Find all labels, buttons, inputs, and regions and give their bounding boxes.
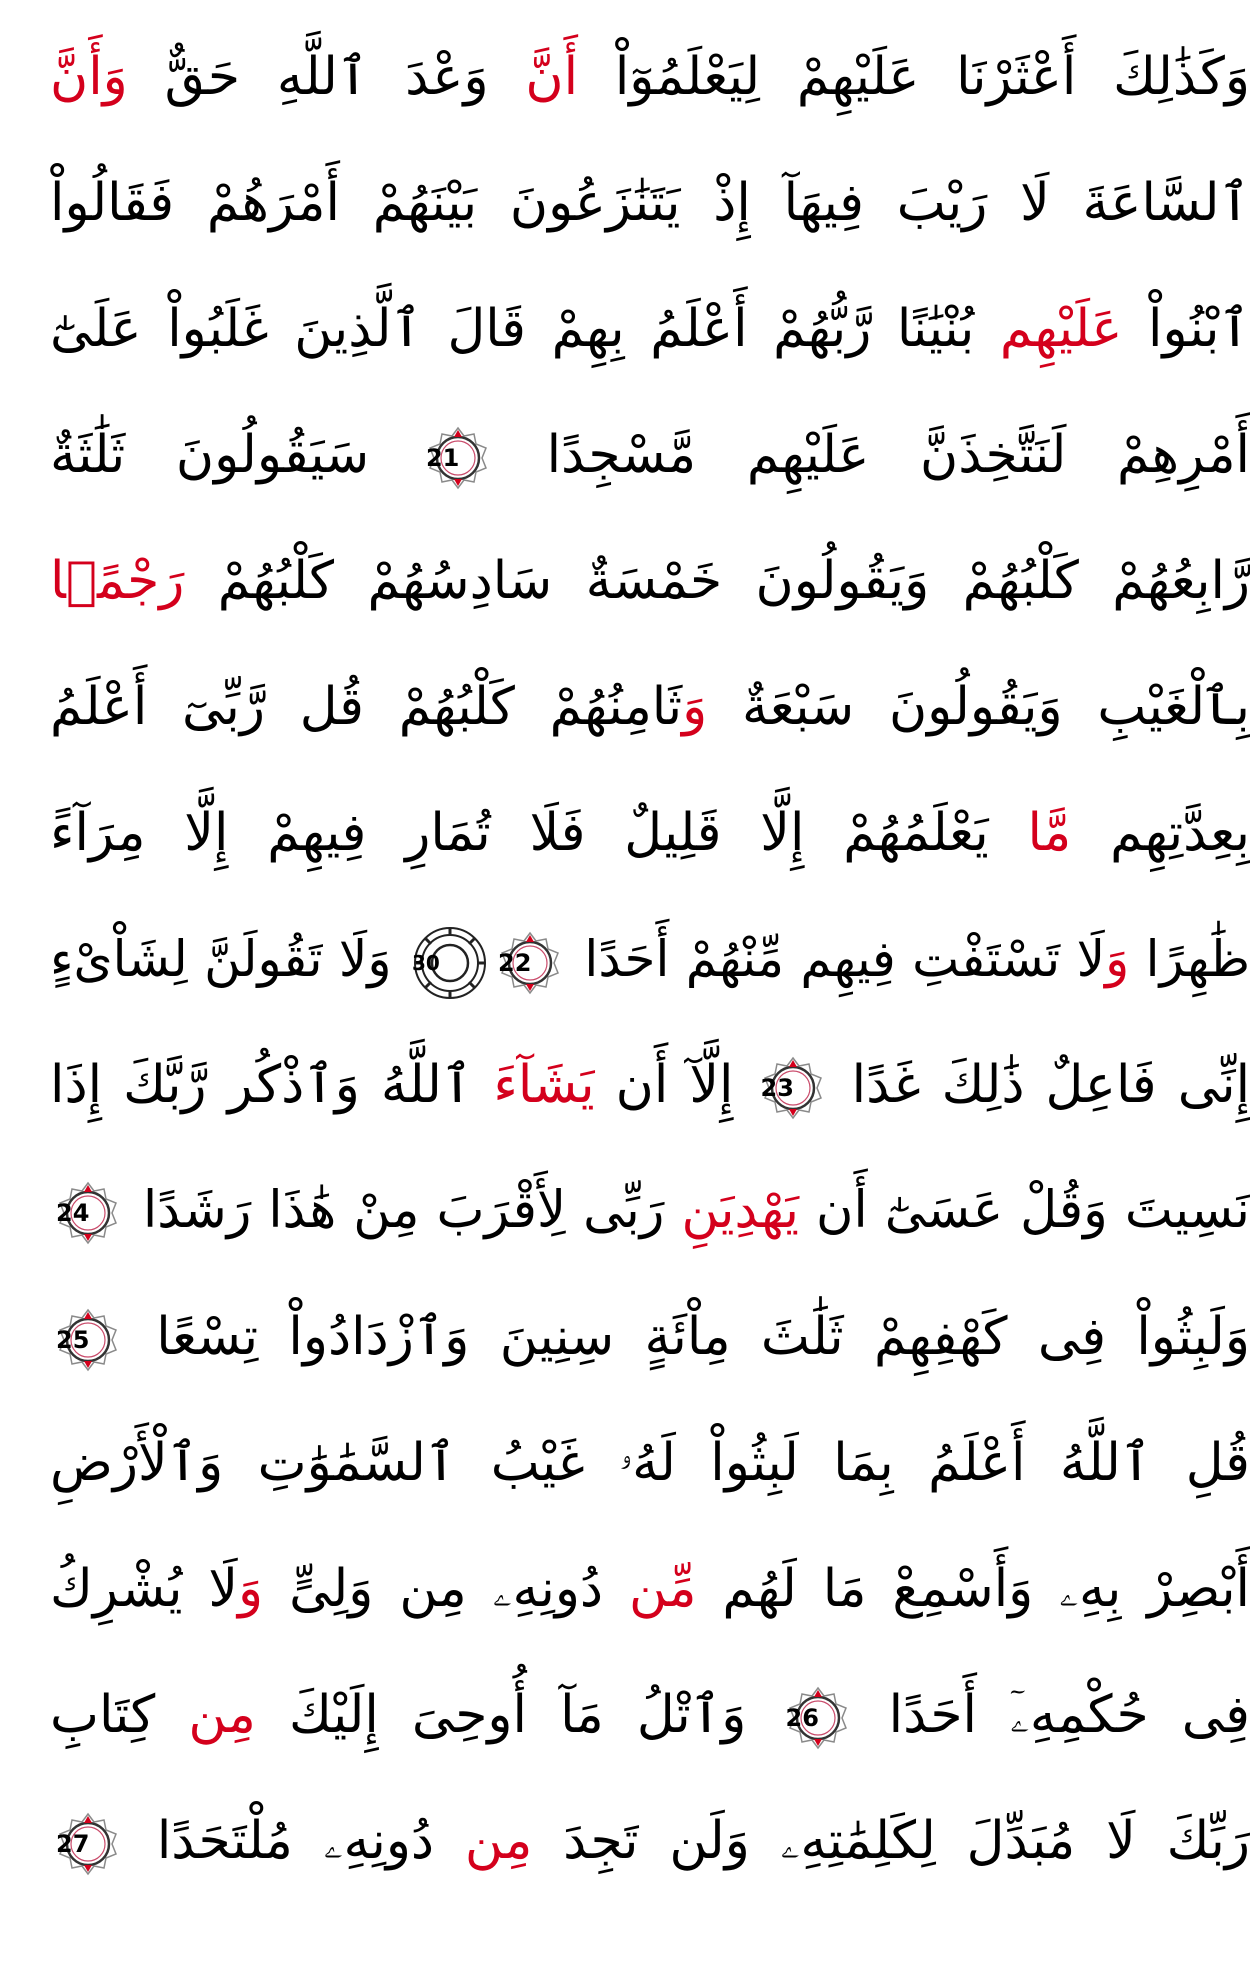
verse-text: أَبْصِرْ بِهِۦ وَأَسْمِعْ مَا لَهُم — [696, 1559, 1250, 1619]
verse-text: أَمْرِهِمْ لَنَتَّخِذَنَّ عَلَيْهِم مَّسْجِدًا — [495, 425, 1250, 485]
verse-line — [50, 898, 1250, 1020]
tajweed-highlighted-word: مِن — [188, 1685, 256, 1745]
verse-text: وَلَا تَقُولَنَّ لِشَاْىْءٍ — [50, 930, 408, 988]
ayah-end-marker-icon — [498, 931, 562, 995]
tajweed-highlighted-word: وَ — [682, 677, 708, 737]
tajweed-highlighted-word: مِّن — [629, 1559, 697, 1619]
tajweed-highlighted-word: يَهْدِيَنِ — [681, 1181, 799, 1240]
tajweed-highlighted-word: مِن — [464, 1811, 533, 1871]
verse-text: نَسِيتَ وَقُلْ عَسَىٰٓ أَن — [798, 1181, 1250, 1240]
verse-line — [50, 646, 1250, 768]
ayah-number: 26 — [785, 1704, 819, 1732]
ayah-number: 25 — [56, 1326, 90, 1354]
ayah-number: 22 — [498, 948, 532, 977]
verse-line — [50, 1150, 1250, 1272]
tajweed-highlighted-word: عَلَيْهِم — [999, 299, 1123, 359]
verse-text: بُنْيَٰنًا رَّبُّهُمْ أَعْلَمُ بِهِمْ قَالَ ٱلَّذِينَ غَلَبُواْ عَلَىٰٓ — [50, 299, 1000, 359]
verse-text: إِلَّآ أَن — [594, 1055, 755, 1115]
verse-text: ٱبْنُواْ — [1122, 299, 1250, 359]
verse-text: إِنِّى فَاعِلٌ ذَٰلِكَ غَدًا — [830, 1055, 1250, 1115]
verse-text: وَعْدَ ٱللَّهِ حَقٌّ — [127, 47, 526, 107]
verse-text: قُلِ ٱللَّهُ أَعْلَمُ بِمَا لَبِثُواْ لَهُۥ غَيْبُ ٱلسَّمَٰوَٰتِ وَٱلْأَرْضِ — [50, 1433, 1250, 1493]
verse-line — [50, 772, 1250, 894]
verse-text: كِتَابِ — [50, 1685, 189, 1745]
verse-text: لَا تَسْتَفْتِ فِيهِم مِّنْهُمْ أَحَدًا — [568, 930, 1106, 988]
ayah-end-marker-icon — [761, 1056, 825, 1120]
ayah-end-marker-icon — [56, 1812, 120, 1876]
ayah-end-marker-icon — [56, 1308, 120, 1372]
verse-text: رَّابِعُهُمْ كَلْبُهُمْ وَيَقُولُونَ خَمْسَةٌ سَادِسُهُمْ كَلْبُهُمْ — [184, 551, 1250, 611]
hizb-number: 30 — [412, 950, 440, 975]
verse-line — [50, 1528, 1250, 1650]
verse-text: دُونِهِۦ مِن وَلِىٍّ — [263, 1559, 630, 1619]
ayah-number: 23 — [760, 1074, 794, 1102]
verse-text: وَٱتْلُ مَآ أُوحِىَ إِلَيْكَ — [255, 1685, 780, 1745]
verse-line — [50, 1780, 1250, 1902]
verse-text: فِى حُكْمِهِۦٓ أَحَدًا — [855, 1685, 1250, 1745]
verse-text: رَبِّى لِأَقْرَبَ مِنْ هَٰذَا رَشَدًا — [126, 1181, 682, 1240]
verse-text: ثَامِنُهُمْ كَلْبُهُمْ قُل رَّبِّىٓ أَعْلَمُ — [50, 677, 683, 737]
verse-line — [50, 142, 1250, 264]
verse-text: ظَٰهِرًا — [1129, 930, 1250, 988]
verse-text: وَيَقُولُونَ سَبْعَةٌ — [707, 677, 1063, 737]
ayah-number: 27 — [56, 1830, 90, 1858]
verse-line — [50, 1654, 1250, 1776]
verse-text: ٱللَّهُ وَٱذْكُر رَّبَّكَ إِذَا — [50, 1055, 494, 1115]
ayah-number: 21 — [425, 444, 460, 472]
tajweed-highlighted-word: يَشَآءَ — [493, 1055, 595, 1115]
verse-line — [50, 394, 1250, 516]
ayah-number: 24 — [56, 1199, 90, 1227]
verse-text: يَعْلَمُهُمْ إِلَّا قَلِيلٌ فَلَا تُمَارِ فِيهِمْ إِلَّا مِرَآءً — [50, 803, 1028, 863]
verse-text: وَكَذَٰلِكَ أَعْثَرْنَا عَلَيْهِمْ لِيَعْلَمُوٓاْ — [578, 47, 1250, 107]
verse-line — [50, 1024, 1250, 1146]
ayah-end-marker-icon — [56, 1181, 120, 1245]
ayah-end-marker-icon — [426, 426, 490, 490]
tajweed-highlighted-word: مَّا — [1027, 803, 1072, 863]
verse-text: رَبِّكَ لَا مُبَدِّلَ لِكَلِمَٰتِهِۦ وَلَن تَجِدَ — [532, 1811, 1250, 1871]
verse-line — [50, 16, 1250, 138]
tajweed-highlighted-word: وَ — [1105, 930, 1130, 988]
verse-line — [50, 1402, 1250, 1524]
verse-text: دُونِهِۦ مُلْتَحَدًا — [126, 1811, 465, 1871]
verse-line — [50, 268, 1250, 390]
verse-text: ٱلسَّاعَةَ لَا رَيْبَ فِيهَآ إِذْ يَتَنَٰزَعُونَ بَيْنَهُمْ أَمْرَهُمْ فَقَالُواْ — [50, 173, 1250, 233]
verse-line — [50, 1276, 1250, 1398]
tajweed-highlighted-word: أَنَّ — [525, 47, 579, 107]
hizb-marker-icon — [412, 925, 488, 1001]
verse-text: لَا يُشْرِكُ — [50, 1559, 239, 1619]
verse-text: بِعِدَّتِهِم — [1071, 803, 1250, 863]
verse-text: بِٱلْغَيْبِ — [1062, 677, 1250, 737]
verse-text: سَيَقُولُونَ ثَلَٰثَةٌ — [50, 425, 420, 485]
tajweed-highlighted-word: رَجْمًۢا — [50, 551, 185, 611]
ayah-end-marker-icon — [786, 1686, 850, 1750]
verse-line — [50, 520, 1250, 642]
tajweed-highlighted-word: وَ — [238, 1559, 264, 1619]
verse-text: وَلَبِثُواْ فِى كَهْفِهِمْ ثَلَٰثَ مِاْئَةٍ سِنِينَ وَٱزْدَادُواْ تِسْعًا — [126, 1307, 1250, 1367]
tajweed-highlighted-word: وَأَنَّ — [50, 47, 128, 107]
